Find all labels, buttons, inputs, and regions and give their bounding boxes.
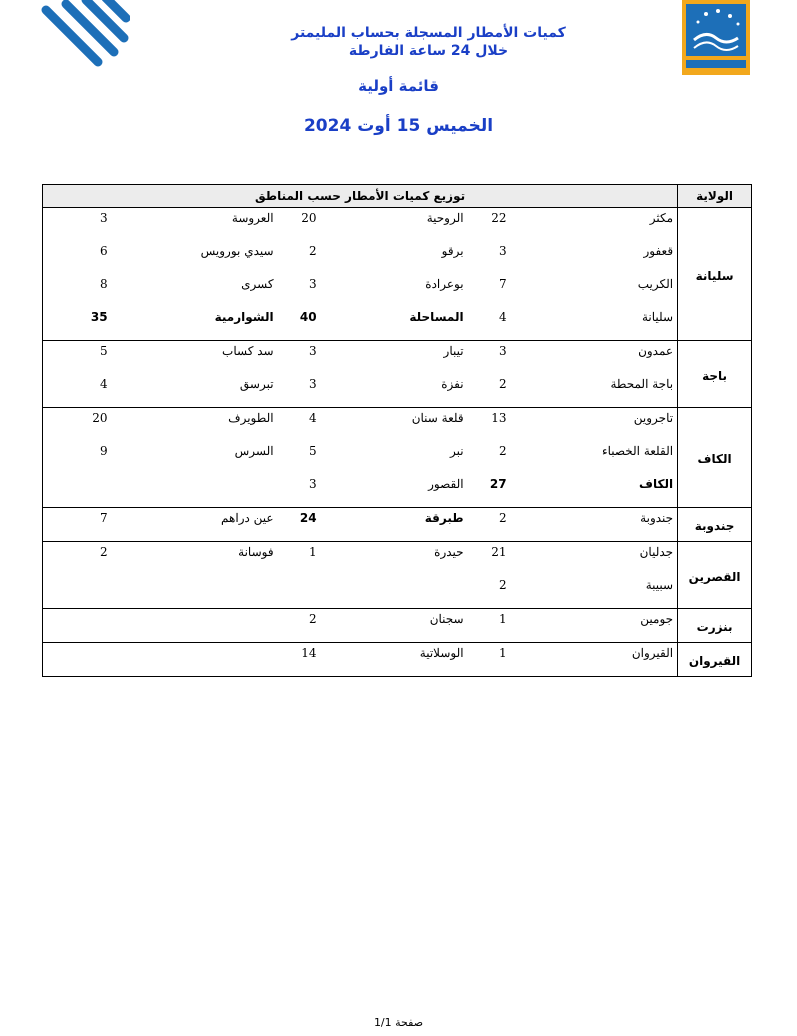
- table-row: [43, 609, 752, 643]
- rain-amount: 2: [468, 508, 513, 542]
- governorate-name: جندوبة: [678, 508, 752, 542]
- rain-amount: 6: [43, 241, 114, 274]
- table-row: [43, 307, 752, 341]
- report-date: الخميس 15 أوت 2024: [303, 116, 494, 136]
- title-line-1: كميات الأمطار المسجلة بحساب المليمتر: [291, 25, 566, 41]
- rain-amount: 2: [498, 444, 507, 458]
- station-name: برقو: [441, 244, 464, 258]
- rain-amount: 40: [278, 307, 323, 341]
- rain-amount: 24: [278, 508, 323, 542]
- governorate-name: القصرين: [678, 542, 752, 609]
- rain-amount: 3: [308, 277, 317, 291]
- station-name: المساحلة: [323, 307, 468, 341]
- rain-amount: 2: [43, 542, 114, 576]
- station-name: مكثر: [649, 211, 674, 225]
- rain-amount: 20: [301, 211, 317, 225]
- station-name: جومين: [513, 609, 678, 643]
- station-name: العروسة: [231, 211, 274, 225]
- table-row: [43, 374, 752, 408]
- rain-amount: 1: [308, 545, 317, 559]
- rain-amount: 7: [498, 277, 507, 291]
- table-row: [43, 408, 752, 442]
- rain-amount: 8: [43, 274, 114, 307]
- rain-amount: 3: [498, 244, 507, 258]
- table-row: [43, 508, 752, 542]
- table-row: [43, 341, 752, 375]
- station-name: تاجروين: [633, 411, 674, 425]
- rain-amount: [43, 575, 114, 609]
- table-row: [43, 643, 752, 677]
- station-name: [114, 609, 278, 643]
- rain-amount: 35: [43, 307, 114, 341]
- governorate-name: سليانة: [678, 208, 752, 341]
- list-status: قائمة أولية: [358, 77, 439, 95]
- rain-amount: 14: [278, 643, 323, 677]
- station-name: باجة المحطة: [513, 374, 678, 408]
- station-name: سجنان: [323, 609, 468, 643]
- rain-amount: 22: [491, 211, 507, 225]
- rain-amount: 2: [308, 244, 317, 258]
- rain-amount: [278, 575, 323, 609]
- station-name: نفزة: [323, 374, 468, 408]
- rain-amount: 13: [491, 411, 507, 425]
- station-name: [114, 575, 278, 609]
- governorate-name: باجة: [678, 341, 752, 408]
- station-name: تبرسق: [114, 374, 278, 408]
- station-name: [114, 474, 278, 508]
- rain-amount: 3: [43, 208, 114, 242]
- rain-amount: 1: [468, 609, 513, 643]
- rain-amount: 2: [468, 374, 513, 408]
- rainfall-table: [42, 184, 752, 677]
- rain-amount: 4: [43, 374, 114, 408]
- rain-amount: 21: [491, 545, 507, 559]
- table-row: [43, 274, 752, 307]
- station-name: جدليان: [639, 545, 674, 559]
- station-name: قلعة سنان: [411, 411, 464, 425]
- station-name: الروحية: [426, 211, 464, 225]
- station-name: [323, 575, 468, 609]
- rain-amount: 3: [498, 344, 507, 358]
- rain-amount: 4: [468, 307, 513, 341]
- rain-amount: 2: [278, 609, 323, 643]
- rain-amount: [43, 474, 114, 508]
- station-name: عمدون: [638, 344, 674, 358]
- station-name: الطويرف: [228, 411, 274, 425]
- table-row: [43, 575, 752, 609]
- rain-amount: 3: [278, 474, 323, 508]
- station-name: الكاف: [513, 474, 678, 508]
- table-row: [43, 208, 752, 242]
- station-name: الشوارمية: [114, 307, 278, 341]
- rain-amount: [43, 643, 114, 677]
- rain-amount: 27: [468, 474, 513, 508]
- station-name: القلعة الخصباء: [601, 444, 674, 458]
- station-name: الكريب: [637, 277, 674, 291]
- governorate-name: القيروان: [678, 643, 752, 677]
- rain-amount: 5: [308, 444, 317, 458]
- station-name: جندوبة: [513, 508, 678, 542]
- station-name: تيبار: [443, 344, 464, 358]
- station-name: فوسانة: [238, 545, 274, 559]
- station-name: سد كساب: [222, 344, 274, 358]
- station-name: [114, 643, 278, 677]
- governorate-name: الكاف: [678, 408, 752, 508]
- table-row: [43, 474, 752, 508]
- rain-amount: 20: [43, 408, 114, 442]
- rain-amount: 4: [308, 411, 317, 425]
- title-line-2: خلال 24 ساعة الفارطة: [348, 43, 509, 59]
- station-name: السرس: [234, 444, 274, 458]
- station-name: بوعرادة: [425, 277, 464, 291]
- table-header-row: [43, 185, 752, 208]
- station-name: سليانة: [513, 307, 678, 341]
- station-name: عين دراهم: [114, 508, 278, 542]
- station-name: كسرى: [241, 277, 274, 291]
- table-row: [43, 241, 752, 274]
- rain-amount: 9: [43, 441, 114, 474]
- page-number: صفحة 1/1: [373, 1016, 424, 1029]
- governorate-name: بنزرت: [678, 609, 752, 643]
- rain-amount: [43, 609, 114, 643]
- station-name: سبيبة: [513, 575, 678, 609]
- station-name: نبر: [449, 444, 464, 458]
- station-name: سيدي بورويس: [200, 244, 274, 258]
- station-name: طبرقة: [323, 508, 468, 542]
- rain-amount: 7: [43, 508, 114, 542]
- rain-amount: 2: [468, 575, 513, 609]
- rain-amount: 3: [278, 374, 323, 408]
- rain-amount: 3: [308, 344, 317, 358]
- station-name: قعفور: [643, 244, 674, 258]
- station-name: القصور: [323, 474, 468, 508]
- header-distribution: توزيع كميات الأمطار حسب المناطق: [43, 185, 678, 208]
- table-row: [43, 441, 752, 474]
- station-name: القيروان: [513, 643, 678, 677]
- station-name: الوسلاتية: [323, 643, 468, 677]
- rain-amount: 1: [468, 643, 513, 677]
- header-governorate: الولاية: [678, 185, 752, 208]
- station-name: حيدرة: [434, 545, 464, 559]
- rain-amount: 5: [43, 341, 114, 375]
- table-row: [43, 542, 752, 576]
